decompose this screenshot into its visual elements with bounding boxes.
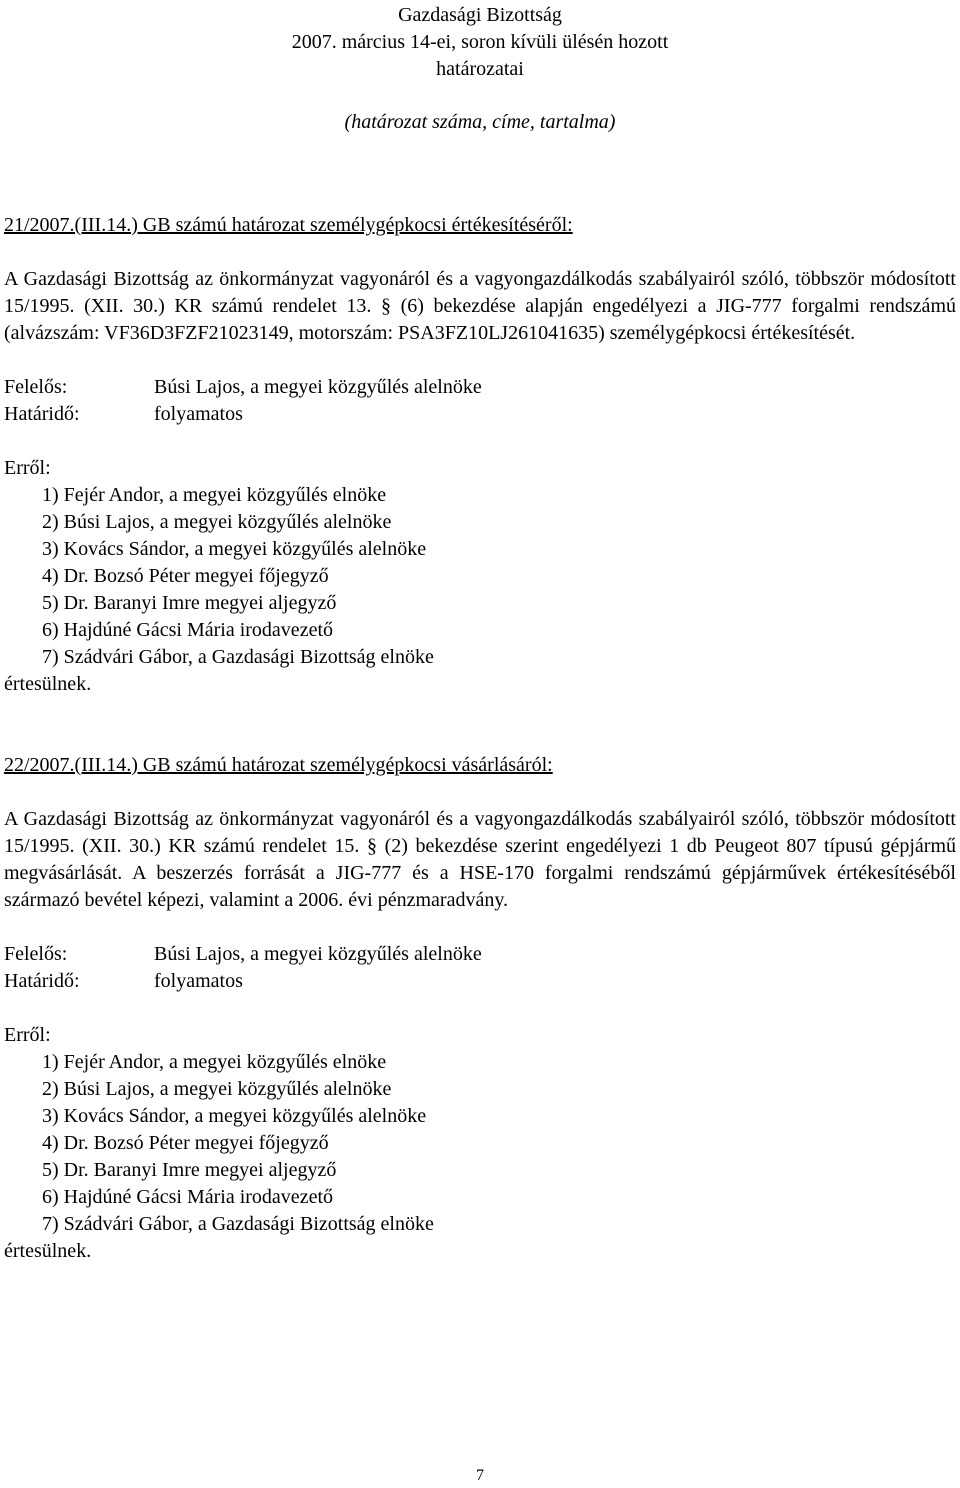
resolution-meta: [4, 941, 956, 995]
closing-text: értesülnek.: [4, 1240, 92, 1262]
recipient-item: 6) Hajdúné Gácsi Mária irodavezető: [42, 619, 333, 641]
responsible-row: [4, 374, 956, 401]
resolution-meta: [4, 374, 956, 428]
recipient-item: 3) Kovács Sándor, a megyei közgyűlés alelnöke: [42, 1105, 427, 1127]
resolution-1: [4, 212, 956, 698]
notify-label: Erről:: [4, 457, 51, 479]
header-subtitle: (határozat száma, címe, tartalma): [344, 111, 616, 133]
deadline-label: Határidő:: [4, 403, 80, 425]
resolution-body: A Gazdasági Bizottság az önkormányzat vagyonáról és a vagyongazdálkodás szabályairól szóló, többször módosított 15/1995. (XII. 30.) KR számú rendelet 15. § (2) bekezdése szerint engedélyezi 1 db Peugeot 807 típusú gépjármű megvásárlását. A beszerzés forrását a JIG-777 és a HSE-170 forgalmi rendszámú gépjárművek értékesítéséből származó bevétel képezi, valamint a 2006. évi pénzmaradvány.: [4, 808, 956, 911]
recipient-item: 5) Dr. Baranyi Imre megyei aljegyző: [42, 1159, 337, 1181]
notify-label: Erről:: [4, 1024, 51, 1046]
deadline-row: [4, 968, 956, 995]
recipient-item: 3) Kovács Sándor, a megyei közgyűlés alelnöke: [42, 538, 427, 560]
deadline-value: folyamatos: [154, 970, 243, 992]
recipient-item: 4) Dr. Bozsó Péter megyei főjegyző: [42, 1132, 329, 1154]
responsible-label: Felelős:: [4, 943, 68, 965]
recipient-item: 4) Dr. Bozsó Péter megyei főjegyző: [42, 565, 329, 587]
deadline-label: Határidő:: [4, 970, 80, 992]
responsible-label: Felelős:: [4, 376, 68, 398]
recipient-item: 2) Búsi Lajos, a megyei közgyűlés alelnöke: [42, 1078, 392, 1100]
recipient-list: [4, 1049, 956, 1238]
header-session: 2007. március 14-ei, soron kívüli ülésén hozott: [291, 31, 669, 53]
recipient-item: 7) Szádvári Gábor, a Gazdasági Bizottság elnöke: [42, 1213, 434, 1235]
responsible-value: Búsi Lajos, a megyei közgyűlés alelnöke: [154, 376, 482, 398]
deadline-row: [4, 401, 956, 428]
recipient-list: [4, 482, 956, 671]
document-header: [4, 0, 956, 136]
resolution-body: A Gazdasági Bizottság az önkormányzat vagyonáról és a vagyongazdálkodás szabályairól szóló, többször módosított 15/1995. (XII. 30.) KR számú rendelet 13. § (6) bekezdése alapján engedélyezi a JIG-777 forgalmi rendszámú (alvázszám: VF36D3FZF21023149, motorszám: PSA3FZ10LJ261041635) személygépkocsi értékesítését.: [4, 268, 956, 344]
resolution-title: 22/2007.(III.14.) GB számú határozat személygépkocsi vásárlásáról:: [4, 754, 553, 776]
recipient-item: 6) Hajdúné Gácsi Mária irodavezető: [42, 1186, 333, 1208]
deadline-value: folyamatos: [154, 403, 243, 425]
recipient-item: 1) Fejér Andor, a megyei közgyűlés elnöke: [42, 484, 387, 506]
resolution-2: [4, 752, 956, 1265]
recipient-item: 1) Fejér Andor, a megyei közgyűlés elnöke: [42, 1051, 387, 1073]
header-resolutions: határozatai: [436, 58, 524, 80]
recipient-item: 7) Szádvári Gábor, a Gazdasági Bizottság elnöke: [42, 646, 434, 668]
recipient-item: 2) Búsi Lajos, a megyei közgyűlés alelnöke: [42, 511, 392, 533]
recipient-item: 5) Dr. Baranyi Imre megyei aljegyző: [42, 592, 337, 614]
resolution-title: 21/2007.(III.14.) GB számú határozat személygépkocsi értékesítéséről:: [4, 214, 573, 236]
responsible-value: Búsi Lajos, a megyei közgyűlés alelnöke: [154, 943, 482, 965]
closing-text: értesülnek.: [4, 673, 92, 695]
page-number: 7: [476, 1467, 484, 1484]
document-page: [4, 0, 956, 1265]
responsible-row: [4, 941, 956, 968]
header-committee: Gazdasági Bizottság: [398, 4, 562, 26]
